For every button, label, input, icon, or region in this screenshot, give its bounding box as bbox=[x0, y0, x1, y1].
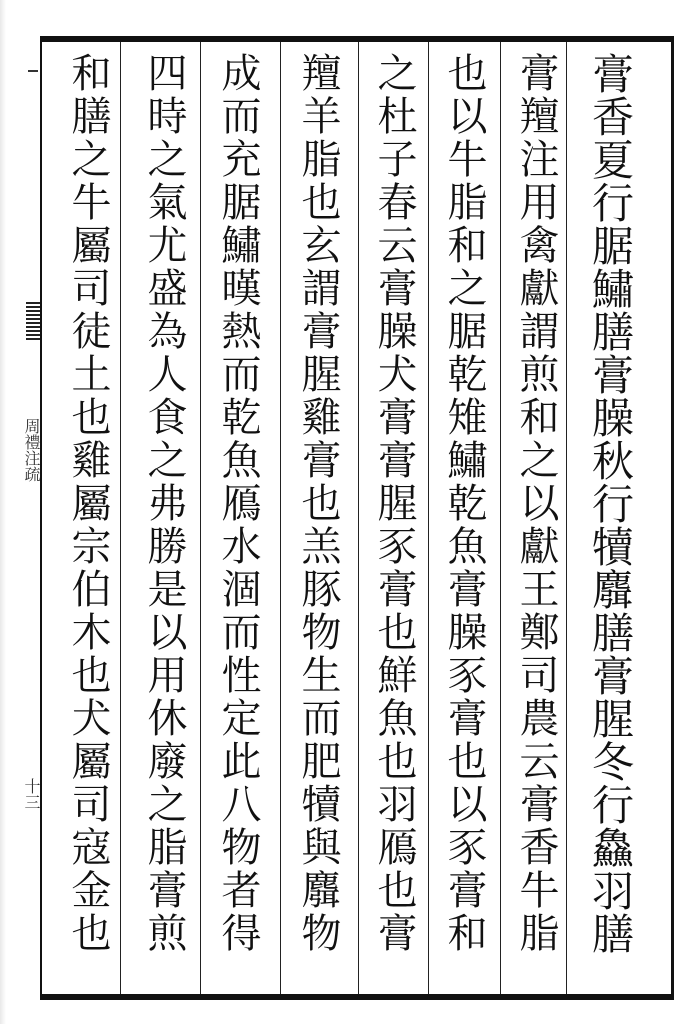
column-rule bbox=[566, 42, 567, 994]
column-rule bbox=[500, 42, 501, 994]
page-number: 十三 bbox=[22, 778, 41, 810]
column-rule bbox=[428, 42, 429, 994]
text-column-7: 四時之氣尤盛為人食之弗勝是以用休廢之脂膏煎 bbox=[141, 52, 187, 955]
text-column-3: 也以牛脂和之腒乾雉鱐乾魚膏臊豕膏也以豕膏和 bbox=[441, 52, 487, 955]
scan-edge bbox=[0, 0, 6, 1024]
text-column-1: 膏香夏行腒鱐膳膏臊秋行犢麛膳膏腥冬行鱻羽膳 bbox=[586, 52, 635, 955]
text-column-4: 之杜子春云膏臊犬膏膏腥豕膏也鮮魚也羽鴈也膏 bbox=[371, 52, 417, 955]
frame-left-rule bbox=[40, 36, 42, 1000]
column-rule bbox=[200, 42, 201, 994]
column-rule bbox=[280, 42, 281, 994]
fish-tail-mark bbox=[26, 300, 40, 340]
text-column-8: 和膳之牛屬司徒土也雞屬宗伯木也犬屬司寇金也 bbox=[65, 52, 111, 955]
text-column-2: 膏羶注用禽獻謂煎和之以獻王鄭司農云膏香牛脂 bbox=[513, 52, 559, 955]
margin-dash bbox=[28, 70, 38, 72]
column-rule bbox=[120, 42, 121, 994]
column-rule bbox=[358, 42, 359, 994]
text-column-6: 成而充腒鱐暵熱而乾魚鴈水涸而性定此八物者得 bbox=[215, 52, 261, 955]
margin-title: 周禮注疏 bbox=[22, 418, 41, 482]
text-column-5: 羶羊脂也玄謂膏腥雞膏也羔豚物生而肥犢與麛物 bbox=[295, 52, 341, 955]
